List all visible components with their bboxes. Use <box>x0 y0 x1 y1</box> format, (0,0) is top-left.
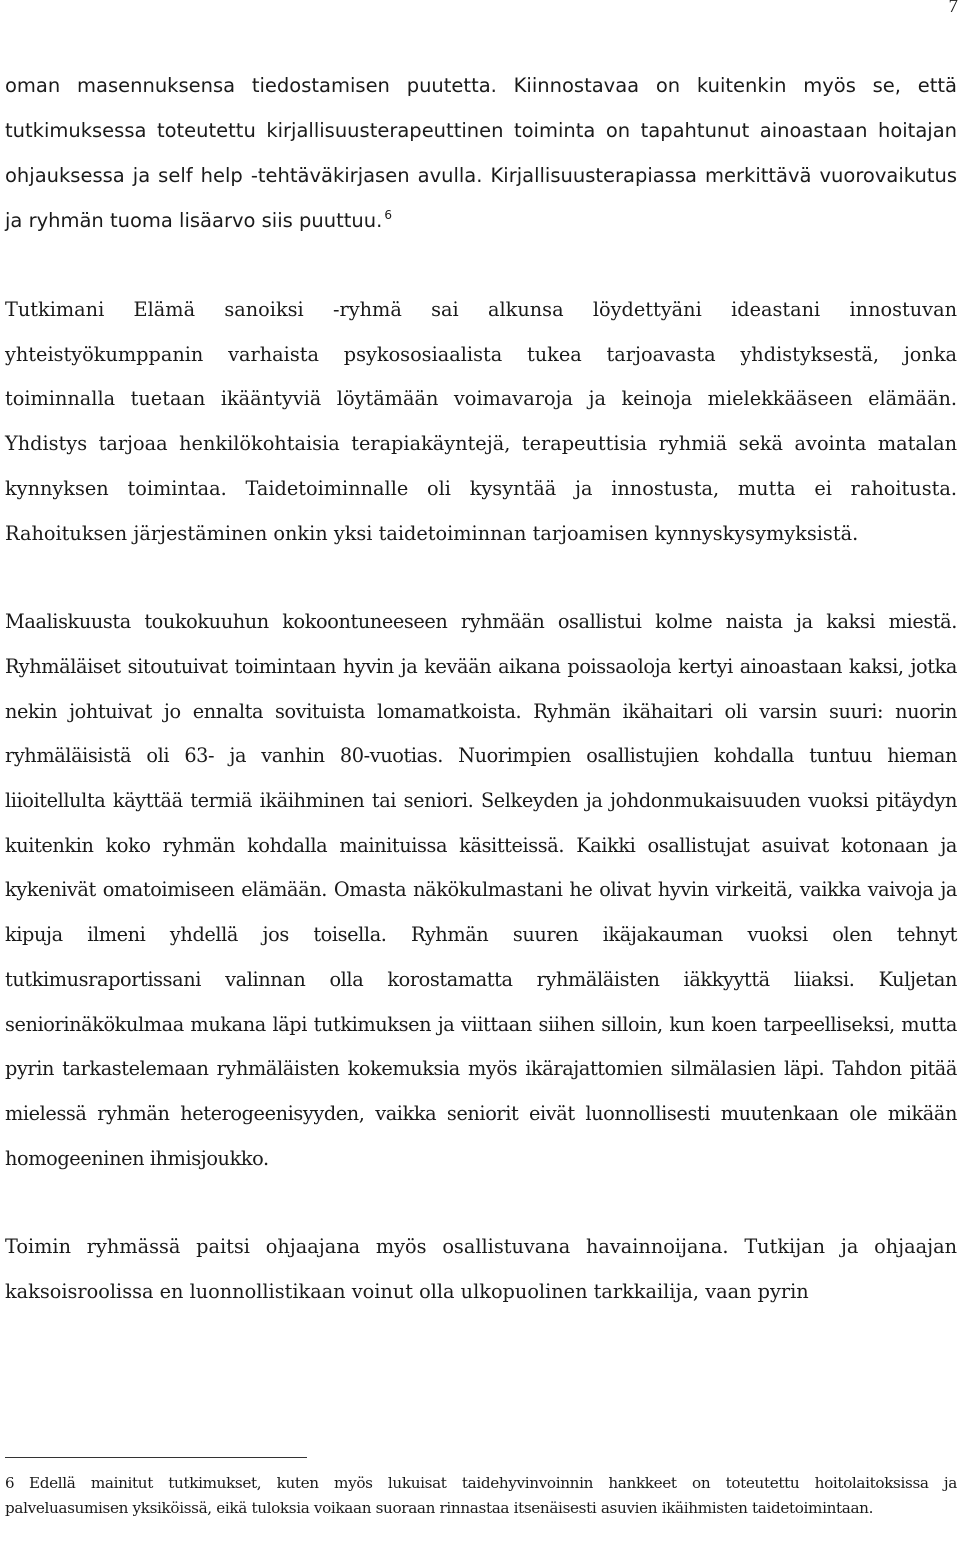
page-number: 7 <box>948 0 958 17</box>
body-text <box>5 63 957 1315</box>
paragraph-1-text: oman masennuksensa tiedostamisen puutetta. Kiinnostavaa on kuitenkin myös se, että tutkimuksessa toteutettu kirjallisuusterapeuttinen toiminta on tapahtunut ainoastaan hoitajan ohjauksessa ja self help -tehtäväkirjasen avulla. Kirjallisuusterapiassa merkittävä vuorovaikutus ja ryhmän tuoma lisäarvo siis puuttuu. <box>5 74 957 232</box>
footnote-mark: 6 <box>5 1474 15 1492</box>
paragraph-4: Toimin ryhmässä paitsi ohjaajana myös osallistuvana havainnoijana. Tutkijan ja ohjaajan kaksoisroolissa en luonnollistikaan voinut olla ulkopuolinen tarkkailija, vaan pyrin <box>5 1235 957 1304</box>
footnote-separator <box>5 1457 307 1458</box>
paragraph-3: Maaliskuusta toukokuuhun kokoontuneeseen ryhmään osallistui kolme naista ja kaksi miestä. Ryhmäläiset sitoutuivat toimintaan hyvin ja kevään aikana poissaoloja kertyi ainoastaan kaksi, jotka nekin johtuivat jo ennalta sovituista lomamatkoista. Ryhmän ikähaitari oli varsin suuri: nuorin ryhmäläisistä oli 63- ja vanhin 80-vuotias. Nuorimpien osallistujien kohdalla tuntuu hieman liioitellulta käyttää termiä ikäihminen tai seniori. Selkeyden ja johdonmukaisuuden vuoksi pitäydyn kuitenkin koko ryhmän kohdalla mainituissa käsitteissä. Kaikki osallistujat asuivat kotonaan ja kykenivät omatoimiseen elämään. Omasta näkökulmastani he olivat hyvin virkeitä, vaikka vaivoja ja kipuja ilmeni yhdellä jos toisella. Ryhmän suuren ikäjakauman vuoksi olen tehnyt tutkimusraportissani valinnan olla korostamatta ryhmäläisten iäkkyyttä liiaksi. Kuljetan seniorinäkökulmaa mukana läpi tutkimuksen ja viittaan siihen silloin, kun koen tarpeelliseksi, mutta pyrin tarkastelemaan ryhmäläisten kokemuksia myös ikärajattomien silmälasien läpi. Tahdon pitää mielessä ryhmän heterogeenisyyden, vaikka seniorit eivät luonnollisesti muutenkaan ole mikään homogeeninen ihmisjoukko. <box>5 610 957 1170</box>
footnote <box>5 1471 957 1521</box>
footnote-reference: 6 <box>384 208 392 222</box>
paragraph-2: Tutkimani Elämä sanoiksi -ryhmä sai alkunsa löydettyäni ideastani innostuvan yhteistyökumppanin varhaista psykososiaalista tukea tarjoavasta yhdistyksestä, jonka toiminnalla tuetaan ikääntyviä löytämään voimavaroja ja keinoja mielekkääseen elämään. Yhdistys tarjoaa henkilökohtaisia terapiakäyntejä, terapeuttisia ryhmiä sekä avointa matalan kynnyksen toimintaa. Taidetoiminnalle oli kysyntää ja innostusta, mutta ei rahoitusta. Rahoituksen järjestäminen onkin yksi taidetoiminnan tarjoamisen kynnyskysymyksistä. <box>5 298 957 545</box>
footnote-text: Edellä mainitut tutkimukset, kuten myös lukuisat taidehyvinvoinnin hankkeet on toteutettu hoitolaitoksissa ja palveluasumisen yksiköissä, eikä tuloksia voikaan suoraan rinnastaa itsenäisesti asuvien ikäihmisten taidetoimintaan. <box>5 1474 957 1517</box>
paragraph-1 <box>5 63 957 243</box>
